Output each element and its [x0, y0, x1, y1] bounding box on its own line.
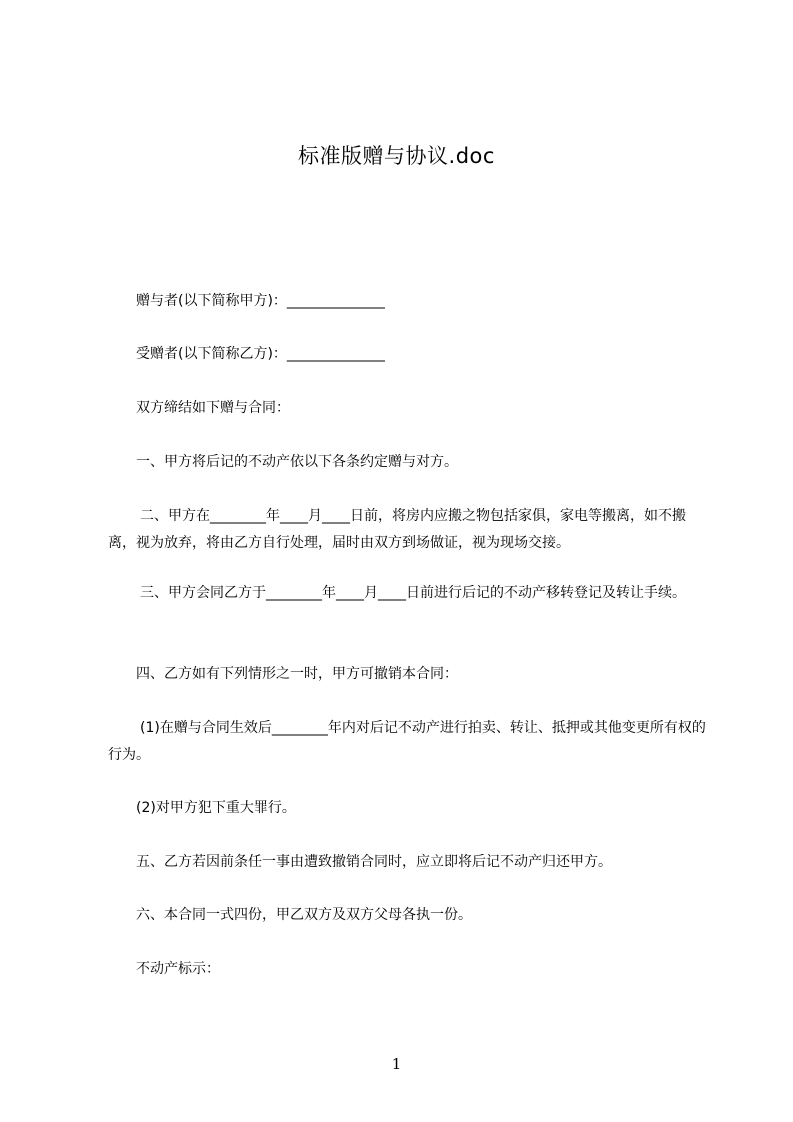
paragraph-intro: 双方缔结如下赠与合同：: [136, 400, 290, 416]
paragraph-property-label: 不动产标示：: [136, 961, 220, 977]
paragraph-clause-3: 三、甲方会同乙方于________年____月____日前进行后记的不动产移转登记及转让手续。: [140, 585, 686, 601]
paragraph-donor: 赠与者(以下简称甲方)：______________: [136, 293, 385, 309]
paragraph-clause-2: 二、甲方在________年____月____日前，将房内应搬之物包括家俱，家电等搬离，如不搬离，视为放弃，将由乙方自行处理，届时由双方到场做证，视为现场交接。: [108, 508, 686, 551]
paragraph-clause-5: 五、乙方若因前条任一事由遭致撤销合同时，应立即将后记不动产归还甲方。: [136, 854, 612, 870]
paragraph-clause-4-item-1: (1)在赠与合同生效后________年内对后记不动产进行拍卖、转让、抵押或其他变更所有权的行为。: [108, 720, 706, 763]
document-title: 标准版赠与协议.doc: [298, 144, 495, 168]
paragraph-clause-4-item-2: (2)对甲方犯下重大罪行。: [136, 800, 296, 816]
paragraph-recipient: 受赠者(以下简称乙方)：______________: [136, 346, 385, 362]
paragraph-clause-6: 六、本合同一式四份，甲乙双方及双方父母各执一份。: [136, 907, 472, 923]
page-number: 1: [391, 1055, 402, 1073]
paragraph-clause-1: 一、甲方将后记的不动产依以下各条约定赠与对方。: [136, 454, 458, 470]
paragraph-clause-4: 四、乙方如有下列情形之一时，甲方可撤销本合同：: [136, 666, 458, 682]
